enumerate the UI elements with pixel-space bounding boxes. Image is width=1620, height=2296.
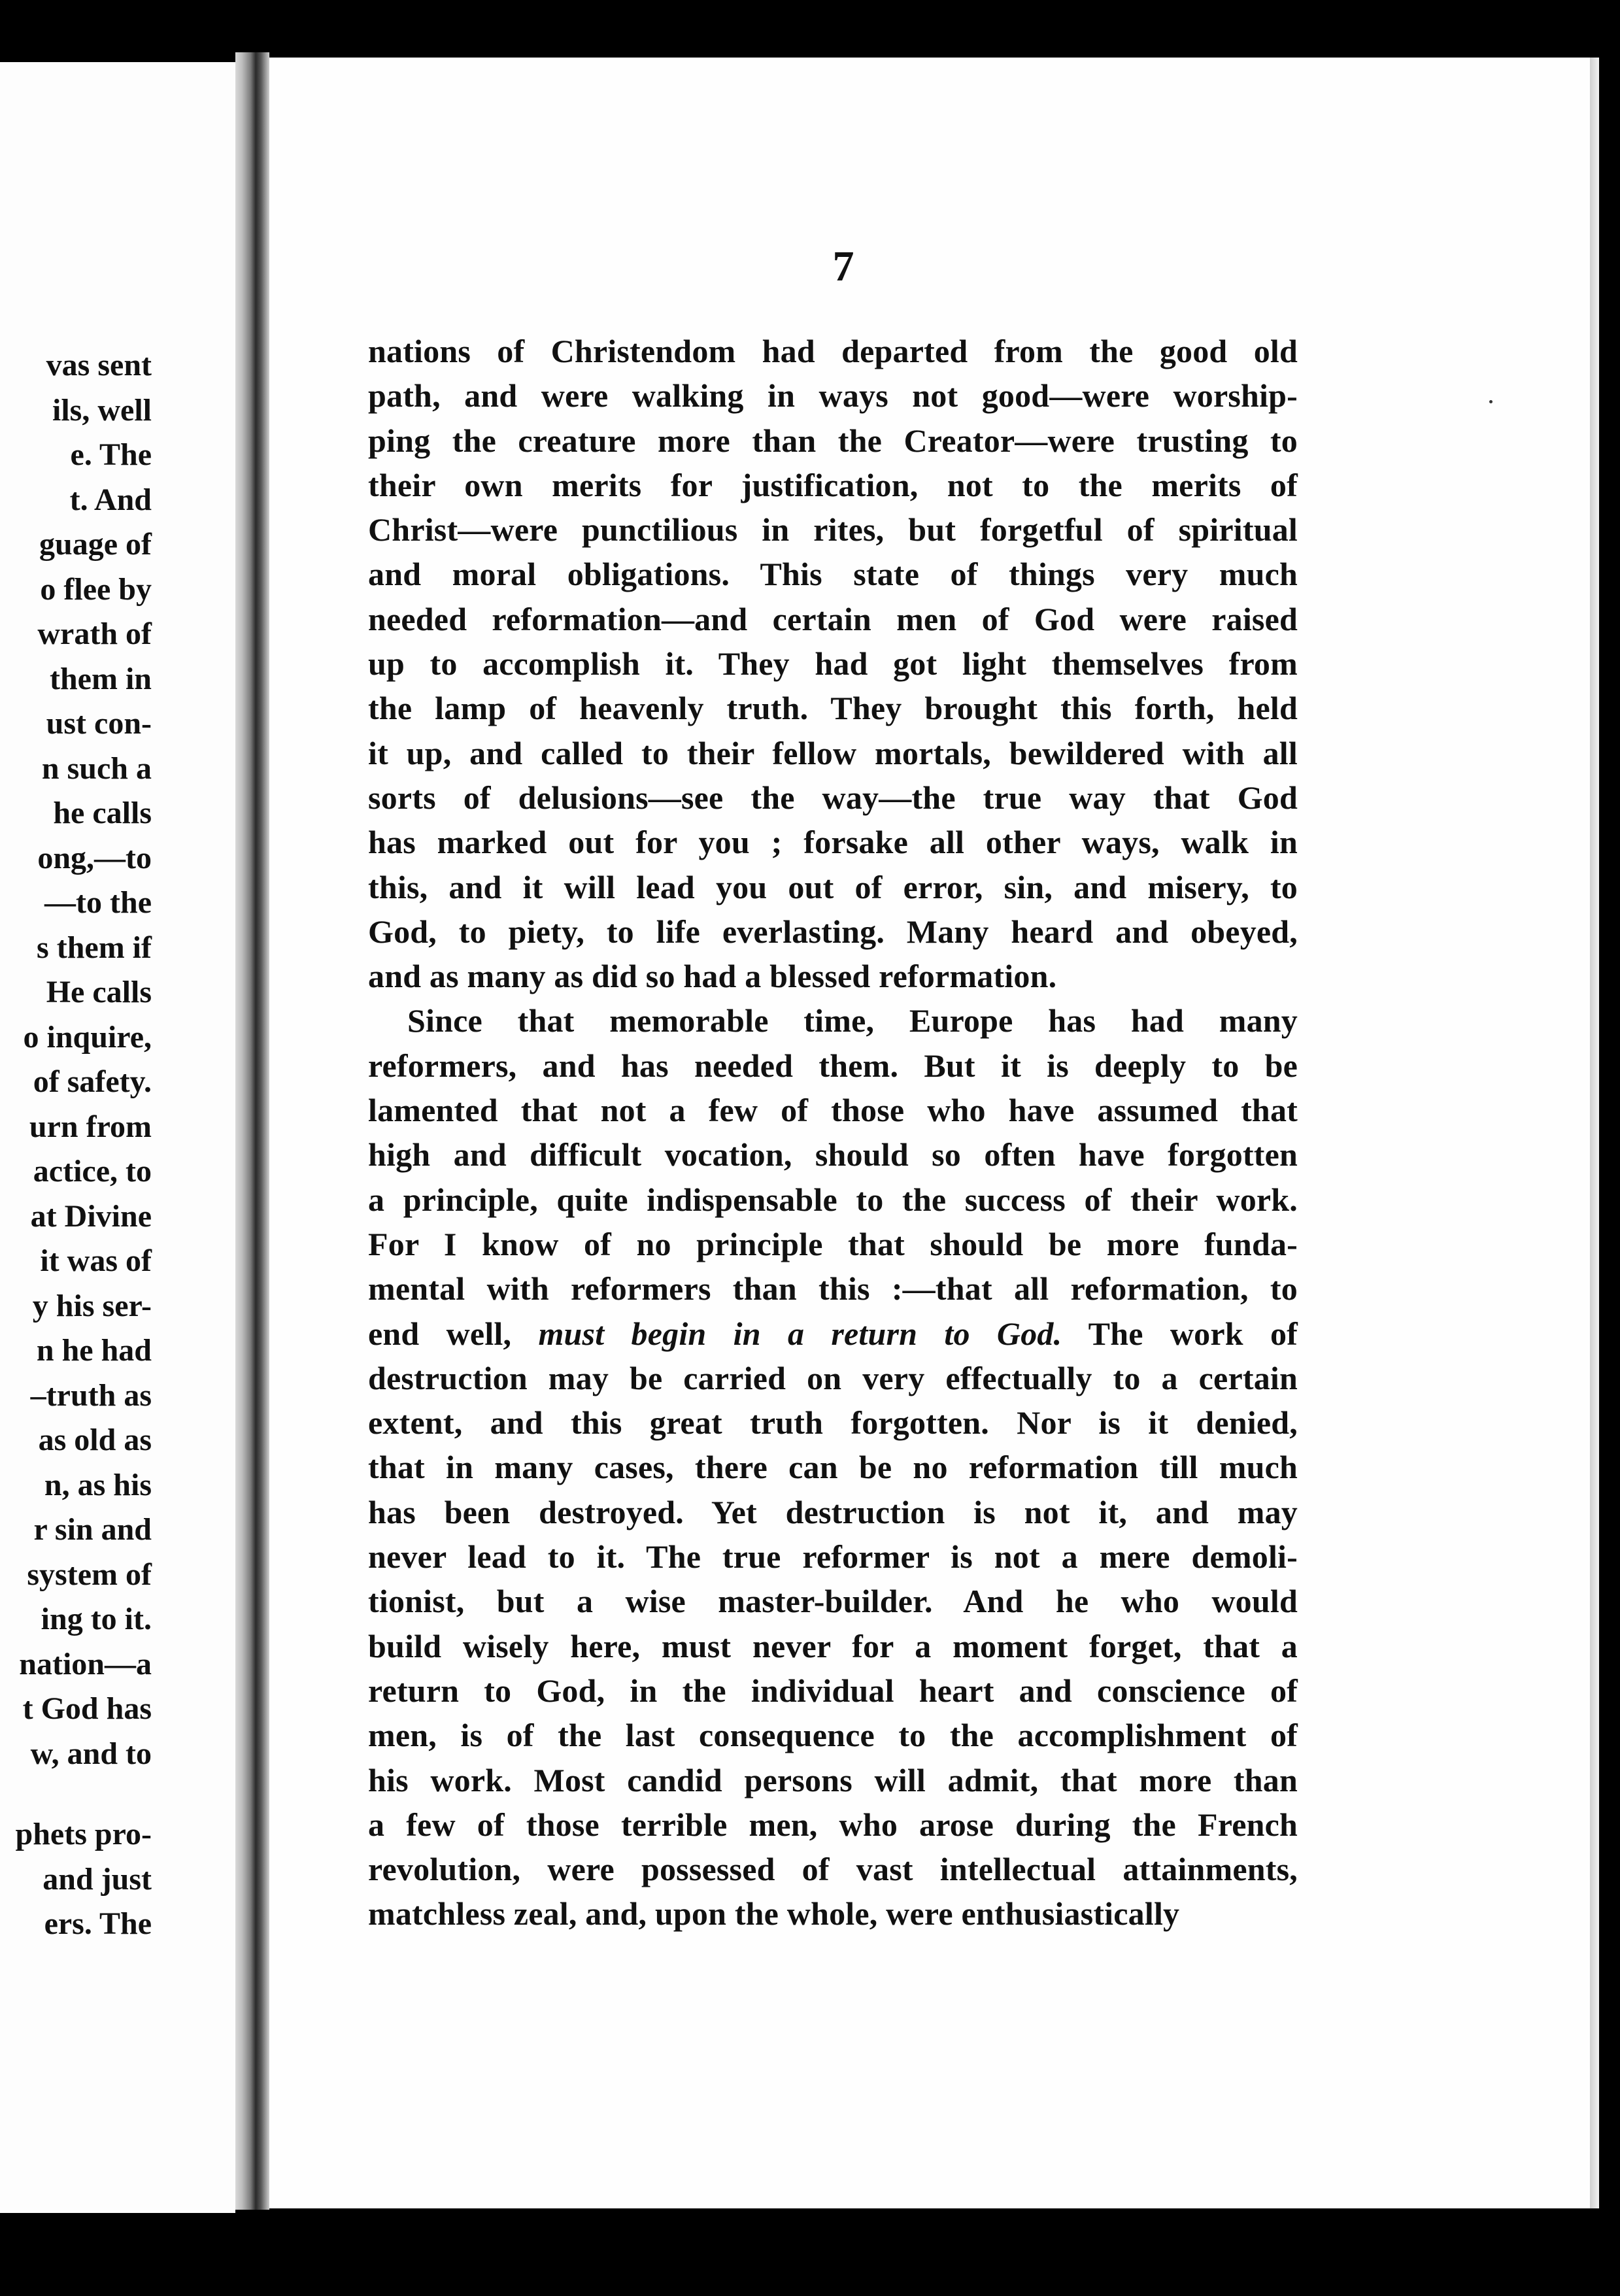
paragraph-2 (368, 998, 1298, 1936)
text-line: revolution, were possessed of vast intellectual attainments, (368, 1851, 1298, 1888)
text-line: high and difficult vocation, should so often have forgotten (368, 1136, 1298, 1173)
text-line: nations of Christendom had departed from the good old (368, 333, 1298, 369)
right-page-edge (1590, 58, 1599, 2208)
text-line: up to accomplish it. They had got light themselves from (368, 645, 1298, 683)
text-line: return to God, in the individual heart and conscience of (368, 1672, 1298, 1709)
text-line: mental with reformers than this :—that all reformation, to (368, 1270, 1298, 1308)
left-page-line: at Divine (30, 1198, 152, 1234)
left-page-line: r sin and (33, 1512, 152, 1547)
text-line: path, and were walking in ways not good—were worship- (368, 377, 1298, 414)
left-page-line: t. And (69, 482, 152, 517)
left-page-line: –truth as (30, 1377, 152, 1413)
text-line: their own merits for justification, not to the merits of (368, 466, 1298, 503)
left-page-line: o inquire, (23, 1019, 152, 1055)
left-page-line: it was of (40, 1243, 152, 1278)
left-page-line: n he had (36, 1333, 152, 1368)
body-text (368, 329, 1298, 1936)
left-page-line: w, and to (30, 1736, 152, 1771)
left-page-line: e. The (70, 437, 152, 472)
left-page-line: wrath of (37, 616, 152, 651)
text-line: Since that memorable time, Europe has had many (407, 1002, 1298, 1039)
left-page-text (0, 343, 152, 1947)
left-page-line: ust con- (46, 706, 152, 741)
text-fragment: end well, (368, 1315, 512, 1352)
left-page-line: He calls (46, 975, 152, 1009)
text-line: the lamp of heavenly truth. They brought this forth, held (368, 690, 1298, 727)
left-page-line: guage of (39, 527, 152, 562)
left-page-line: ers. The (44, 1906, 152, 1941)
text-line: reformers, and has needed them. But it is deeply to be (368, 1047, 1298, 1084)
text-line: ping the creature more than the Creator—were trusting to (368, 422, 1298, 459)
text-line: destruction may be carried on very effectually to a certain (368, 1359, 1298, 1396)
left-page-line: o flee by (40, 571, 152, 607)
left-facing-page (0, 62, 235, 2213)
emphasized-phrase: must begin in a return to God. (538, 1315, 1062, 1352)
text-line: tionist, but a wise master-builder. And he who would (368, 1583, 1298, 1620)
text-line: a few of those terrible men, who arose during the French (368, 1806, 1298, 1843)
left-page-line: ils, well (52, 392, 152, 428)
text-line-with-emphasis (368, 1311, 1298, 1356)
left-page-line: actice, to (33, 1154, 152, 1189)
text-line: matchless zeal, and, upon the whole, were enthusiastically (368, 1895, 1180, 1933)
text-line: and moral obligations. This state of things very much (368, 556, 1298, 593)
left-page-line: urn from (29, 1109, 152, 1144)
left-page-line: s them if (37, 930, 152, 965)
text-line: God, to piety, to life everlasting. Many heard and obeyed, (368, 913, 1298, 950)
text-line: build wisely here, must never for a moment forget, that a (368, 1627, 1298, 1664)
left-page-line: and just (42, 1861, 152, 1897)
book-gutter (235, 52, 269, 2210)
left-page-line: t God has (22, 1691, 152, 1726)
text-line: has marked out for you ; forsake all other ways, walk in (368, 824, 1298, 861)
left-page-line: —to the (44, 885, 152, 920)
left-page-line: n, as his (44, 1467, 152, 1502)
text-line: that in many cases, there can be no reformation till much (368, 1449, 1298, 1486)
text-line: his work. Most candid persons will admit, that more than (368, 1761, 1298, 1798)
page-number: 7 (832, 243, 854, 290)
left-page-line: ing to it. (41, 1602, 152, 1636)
text-line: it up, and called to their fellow mortals, bewildered with all (368, 734, 1298, 771)
paragraph-1 (368, 329, 1298, 998)
text-line: lamented that not a few of those who have assumed that (368, 1092, 1298, 1129)
text-line: has been destroyed. Yet destruction is not it, and may (368, 1493, 1298, 1530)
text-line: Christ—were punctilious in rites, but forgetful of spiritual (368, 511, 1298, 549)
left-page-line: he calls (53, 796, 152, 830)
left-page-line: nation—a (19, 1646, 152, 1681)
left-page-line: vas sent (46, 348, 152, 382)
text-line: needed reformation—and certain men of God were raised (368, 600, 1298, 637)
text-line: a principle, quite indispensable to the success of their work. (368, 1181, 1298, 1218)
left-page-line: phets pro- (15, 1817, 152, 1851)
left-page-line: system of (27, 1557, 152, 1592)
left-page-line: ong,—to (37, 840, 152, 875)
text-line: this, and it will lead you out of error, sin, and misery, to (368, 868, 1298, 905)
text-fragment: The work of (1088, 1315, 1298, 1352)
left-page-line: y his ser- (32, 1288, 152, 1323)
text-line: For I know of no principle that should be more funda- (368, 1225, 1298, 1262)
left-page-line: of safety. (33, 1064, 152, 1099)
text-line: extent, and this great truth forgotten. Nor is it denied, (368, 1404, 1298, 1442)
text-line: men, is of the last consequence to the accomplishment of (368, 1717, 1298, 1754)
text-line: and as many as did so had a blessed reformation. (368, 958, 1057, 995)
text-line: sorts of delusions—see the way—the true way that God (368, 779, 1298, 816)
left-page-line: n such a (41, 751, 152, 786)
left-page-line: as old as (38, 1423, 152, 1457)
text-line: never lead to it. The true reformer is not a mere demoli- (368, 1538, 1298, 1576)
scan-speck (1489, 400, 1493, 403)
left-page-line: them in (50, 661, 152, 696)
